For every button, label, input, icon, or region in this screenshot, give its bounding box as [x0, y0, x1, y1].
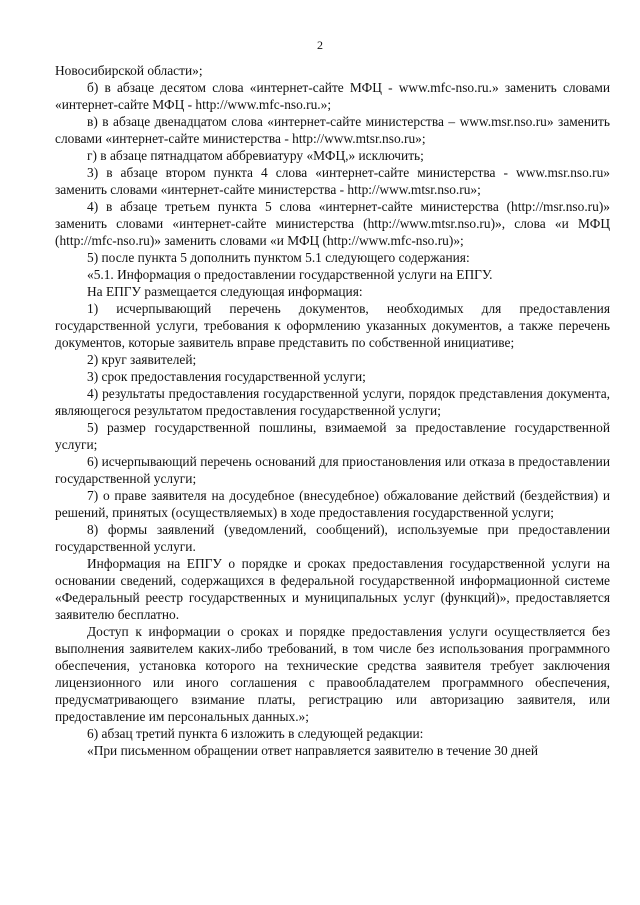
paragraph: 2) круг заявителей;	[87, 352, 197, 367]
paragraph: 6) исчерпывающий перечень оснований для приостановления или отказа в предоставлении государственной услуги;	[55, 454, 610, 486]
paragraph: «При письменном обращении ответ направляется заявителю в течение 30 дней	[87, 743, 539, 758]
paragraph: 3) срок предоставления государственной услуги;	[87, 369, 366, 384]
paragraph: 5) после пункта 5 дополнить пунктом 5.1 следующего содержания:	[87, 250, 470, 265]
paragraph: Информация на ЕПГУ о порядке и сроках предоставления государственной услуги на основании сведений, содержащихся в федеральной государственной информационной системе «Федеральный реестр государственных и муниципальных услуг (функций)», предоставляется заявителю бесплатно.	[55, 556, 610, 622]
paragraph: 7) о праве заявителя на досудебное (внесудебное) обжалование действий (бездействия) и решений, принятых (осуществляемых) в ходе предоставления государственной услуги;	[55, 488, 610, 520]
paragraph: Доступ к информации о сроках и порядке предоставления услуги осуществляется без выполнения заявителем каких-либо требований, в том числе без использования программного обеспечения, установка которого на технические средства заявителя требует заключения лицензионного или иного соглашения с правообладателем программного обеспечения, предусматривающего взимание платы, регистрацию или авторизацию заявителя, или предоставление им персональных данных.»;	[55, 624, 610, 724]
paragraph: «5.1. Информация о предоставлении государственной услуги на ЕПГУ.	[87, 267, 493, 282]
paragraph: 3) в абзаце втором пункта 4 слова «интернет-сайте министерства - www.msr.nso.ru» заменить словами «интернет-сайте министерства - http://www.mtsr.nso.ru»;	[55, 165, 610, 197]
paragraph: 4) результаты предоставления государственной услуги, порядок представления документа, являющегося результатом предоставления государственной услуги;	[55, 386, 610, 418]
paragraph: 6) абзац третий пункта 6 изложить в следующей редакции:	[87, 726, 424, 741]
paragraph: в) в абзаце двенадцатом слова «интернет-сайте министерства – www.msr.nso.ru» заменить словами «интернет-сайте министерства - http://www.mtsr.nso.ru»;	[55, 114, 610, 146]
document-body	[55, 62, 610, 759]
paragraph: б) в абзаце десятом слова «интернет-сайте МФЦ - www.mfc-nso.ru.» заменить словами «интернет-сайте МФЦ - http://www.mfc-nso.ru.»;	[55, 80, 610, 112]
paragraph: 4) в абзаце третьем пункта 5 слова «интернет-сайте министерства (http://msr.nso.ru)» заменить словами «интернет-сайте министерства (http://www.mtsr.nso.ru)», слова «и МФЦ (http://mfc-nso.ru)» заменить словами «и МФЦ (http://www.mfc-nso.ru)»;	[55, 199, 610, 248]
paragraph: Новосибирской области»;	[55, 63, 203, 78]
paragraph: 1) исчерпывающий перечень документов, необходимых для предоставления государственной услуги, требования к оформлению указанных документов, а также перечень документов, которые заявитель вправе представить по собственной инициативе;	[55, 301, 610, 350]
paragraph: 5) размер государственной пошлины, взимаемой за предоставление государственной услуги;	[55, 420, 610, 452]
paragraph: 8) формы заявлений (уведомлений, сообщений), используемые при предоставлении государственной услуги.	[55, 522, 610, 554]
paragraph: г) в абзаце пятнадцатом аббревиатуру «МФЦ,» исключить;	[87, 148, 424, 163]
paragraph: На ЕПГУ размещается следующая информация:	[87, 284, 363, 299]
page-number: 2	[317, 38, 323, 52]
